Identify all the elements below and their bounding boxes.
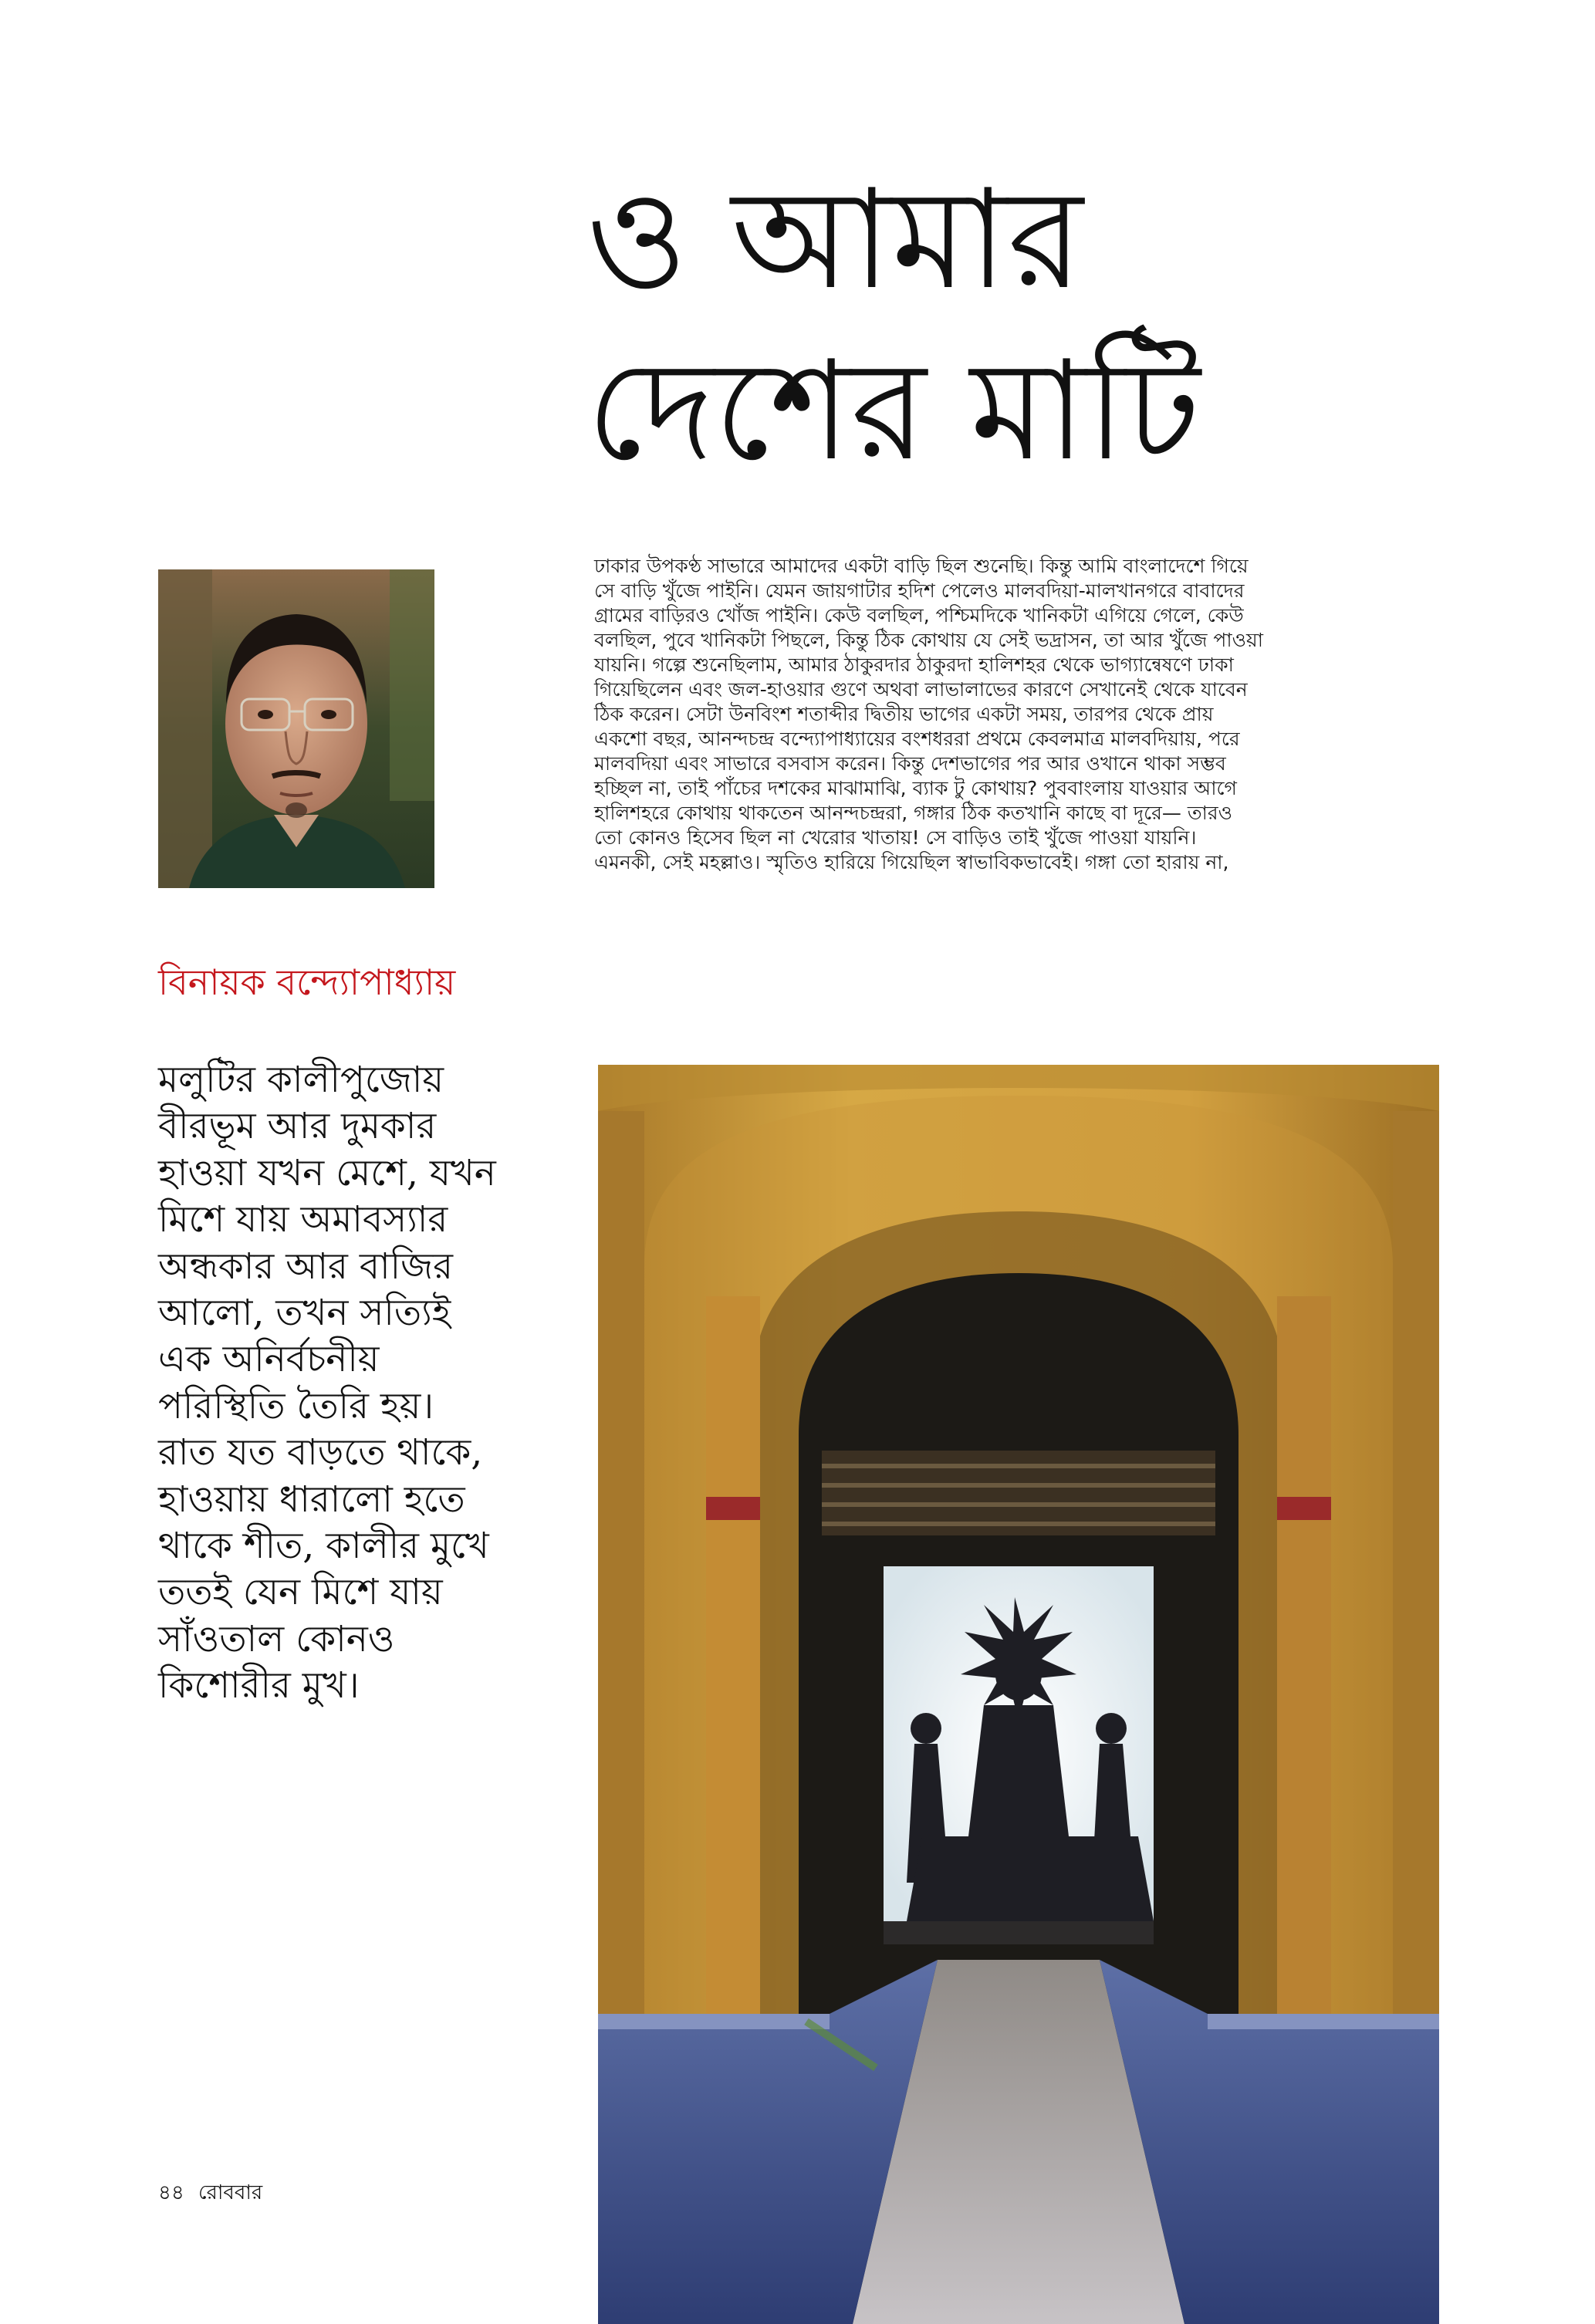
body-line: গিয়েছিলেন এবং জল-হাওয়ার গুণে অথবা লাভালাভের কারণে সেখানেই থেকে যাবেন — [594, 678, 1248, 701]
pull-quote-line: আলো, তখন সত্যিই — [158, 1292, 451, 1335]
pull-quote-line: মলুটির কালীপুজোয় — [158, 1059, 444, 1101]
title-line-1: ও আমার — [586, 160, 1083, 319]
page-number: ৪৪ — [158, 2181, 184, 2204]
body-line: হচ্ছিল না, তাই পাঁচের দশকের মাঝামাঝি, ব্যাক টু কোথায়? পুববাংলায় যাওয়ার আগে — [594, 777, 1237, 799]
body-line: হালিশহরে কোথায় থাকতেন আনন্দচন্দ্ররা, গঙ্গার ঠিক কতখানি কাছে বা দূরে— তারও — [594, 802, 1233, 824]
title-line-2: দেশের মাটি — [586, 331, 1201, 491]
pull-quote-line: হাওয়ায় ধারালো হতে — [158, 1478, 465, 1521]
magazine-name: রোববার — [198, 2181, 263, 2204]
article-body — [594, 554, 1451, 875]
pull-quote-line: রাত যত বাড়তে থাকে, — [158, 1431, 483, 1474]
body-line: বলছিল, পুবে খানিকটা পিছলে, কিন্তু ঠিক কোথায় যে সেই ভদ্রাসন, তা আর খুঁজে পাওয়া — [594, 629, 1264, 651]
body-line: যায়নি। গল্পে শুনেছিলাম, আমার ঠাকুরদার ঠাকুরদা হালিশহর থেকে ভাগ্যান্বেষণে ঢাকা — [594, 654, 1234, 676]
body-line: ঢাকার উপকণ্ঠ সাভারে আমাদের একটা বাড়ি ছিল শুনেছি। কিন্তু আমি বাংলাদেশে গিয়ে — [594, 555, 1249, 577]
pull-quote-line: কিশোরীর মুখ। — [158, 1664, 360, 1708]
page-folio — [158, 2180, 262, 2206]
article-title — [586, 154, 1512, 497]
body-line: সে বাড়ি খুঁজে পাইনি। যেমন জায়গাটার হদিশ পেলেও মালবদিয়া-মালখানগরে বাবাদের — [594, 579, 1245, 602]
body-line: মালবদিয়া এবং সাভারে বসবাস করেন। কিন্তু দেশভাগের পর আর ওখানে থাকা সম্ভব — [594, 752, 1226, 775]
pull-quote-line: এক অনির্বচনীয় — [158, 1338, 380, 1381]
body-line: তো কোনও হিসেব ছিল না খেরোর খাতায়! সে বাড়িও তাই খুঁজে পাওয়া যায়নি। — [594, 826, 1197, 849]
pull-quote-line: বীরভূম আর দুমকার — [158, 1105, 437, 1148]
pull-quote-line: সাঁওতাল কোনও — [158, 1617, 395, 1660]
corridor-photo — [598, 1065, 1439, 2324]
pull-quote-line: মিশে যায় অমাবস্যার — [158, 1198, 448, 1241]
author-portrait-photo — [158, 569, 434, 888]
portrait-photo-image — [158, 569, 434, 888]
body-line: এমনকী, সেই মহল্লাও। স্মৃতিও হারিয়ে গিয়েছিল স্বাভাবিকভাবেই। গঙ্গা তো হারায় না, — [594, 851, 1229, 873]
pull-quote-line: হাওয়া যখন মেশে, যখন — [158, 1151, 496, 1194]
arched-corridor-photo-image — [598, 1065, 1439, 2324]
body-line: ঠিক করেন। সেটা উনবিংশ শতাব্দীর দ্বিতীয় ভাগের একটা সময়, তারপর থেকে প্রায় — [594, 703, 1214, 725]
author-name: বিনায়ক বন্দ্যোপাধ্যায় — [158, 961, 456, 1003]
body-line: একশো বছর, আনন্দচন্দ্র বন্দ্যোপাধ্যায়ের বংশধররা প্রথমে কেবলমাত্র মালবদিয়ায়, পরে — [594, 728, 1240, 750]
pull-quote-line: থাকে শীত, কালীর মুখে — [158, 1525, 489, 1568]
pull-quote-line: পরিস্থিতি তৈরি হয়। — [158, 1384, 434, 1427]
body-line: গ্রামের বাড়িরও খোঁজ পাইনি। কেউ বলছিল, পশ্চিমদিকে খানিকটা এগিয়ে গেলে, কেউ — [594, 604, 1244, 627]
pull-quote — [158, 1057, 575, 1710]
pull-quote-line: অন্ধকার আর বাজির — [158, 1245, 453, 1288]
pull-quote-line: ততই যেন মিশে যায় — [158, 1571, 443, 1614]
